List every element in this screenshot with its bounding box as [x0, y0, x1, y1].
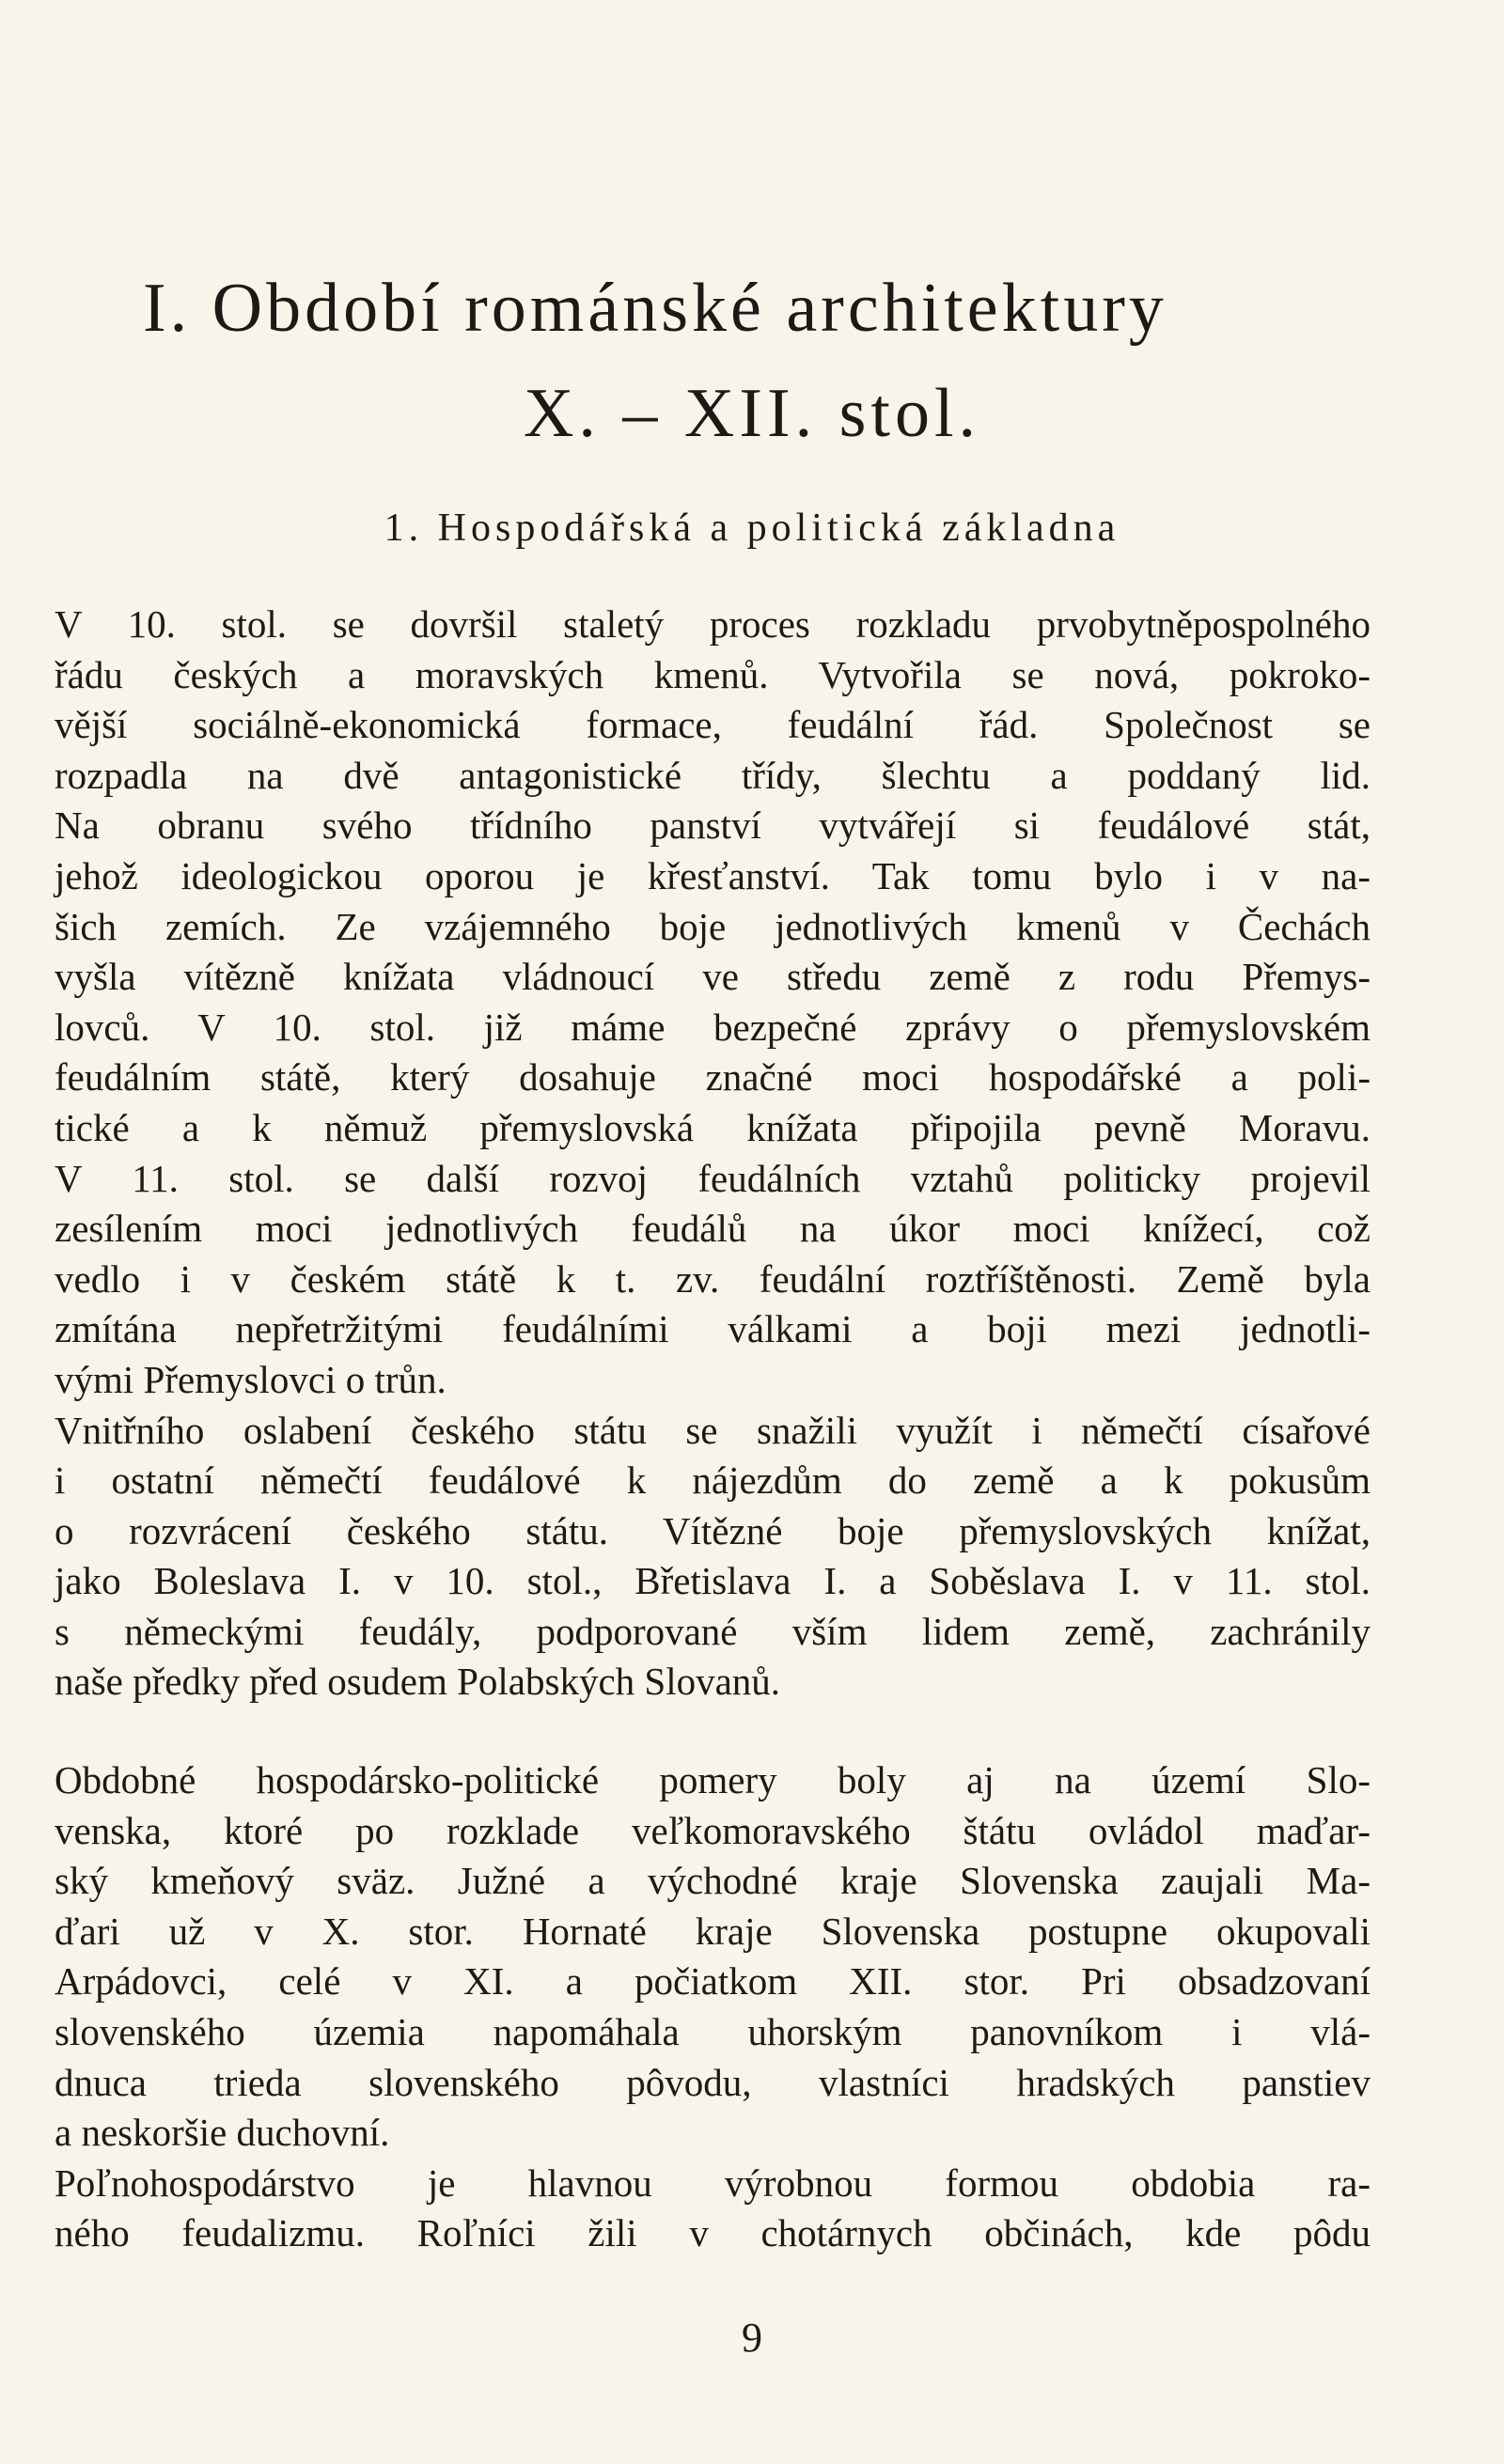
chapter-title: I. Období románské architektury — [143, 270, 1167, 347]
text-line: vedlo i v českém státě k t. zv. feudální roztříštěnosti. Země byla — [55, 1256, 1371, 1301]
text-line: slovenského územia napomáhala uhorským panovníkom i vlá- — [55, 2009, 1371, 2053]
text-line: venska, ktoré po rozklade veľkomoravského štátu ovládol maďar- — [55, 1808, 1371, 1852]
text-line: jehož ideologickou oporou je křesťanství. Tak tomu bylo i v na- — [55, 853, 1371, 897]
text-line: ský kmeňový sväz. Južné a východné kraje Slovenska zaujali Ma- — [55, 1859, 1371, 1903]
text-line: řádu českých a moravských kmenů. Vytvořila se nová, pokroko- — [55, 652, 1371, 696]
slovak-text-block — [55, 1755, 1371, 2259]
text-line: zmítána nepřetržitými feudálními válkami a boji mezi jednotli- — [55, 1307, 1371, 1351]
slovak-paragraph-1 — [55, 1755, 1371, 2159]
text-line: zesílením moci jednotlivých feudálů na úkor moci knížecí, což — [55, 1207, 1371, 1251]
text-line: Vnitřního oslabení českého státu se snažili využít i němečtí císařové — [55, 1408, 1371, 1452]
text-line: vými Přemyslovci o trůn. — [55, 1357, 446, 1401]
text-line: Poľnohospodárstvo je hlavnou výrobnou formou obdobia ra- — [55, 2160, 1371, 2205]
text-line: feudálním státě, který dosahuje značné moci hospodářské a poli- — [55, 1055, 1371, 1099]
text-line: Arpádovci, celé v XI. a počiatkom XII. stor. Pri obsadzovaní — [55, 1959, 1371, 2004]
czech-paragraph-2 — [55, 1406, 1371, 1708]
text-line: s německými feudály, podporované vším lidem země, zachránily — [55, 1609, 1371, 1653]
text-line: dnuca trieda slovenského pôvodu, vlastníci hradských panstiev — [55, 2060, 1371, 2104]
text-line: Obdobné hospodársko-politické pomery boly aj na území Slo- — [55, 1758, 1371, 1801]
text-line: o rozvrácení českého státu. Vítězné boje přemyslovských knížat, — [55, 1508, 1371, 1552]
text-line: šich zemích. Ze vzájemného boje jednotlivých kmenů v Čechách — [55, 904, 1371, 948]
text-line: tické a k němuž přemyslovská knížata připojila pevně Moravu. — [55, 1105, 1371, 1149]
text-line: ďari už v X. stor. Hornaté kraje Slovenska postupne okupovali — [55, 1909, 1371, 1953]
czech-paragraph-1 — [55, 600, 1371, 1406]
page-number: 9 — [742, 2315, 762, 2361]
text-line: Na obranu svého třídního panství vytvářejí si feudálové stát, — [55, 803, 1371, 848]
text-line: a neskoršie duchovní. — [55, 2111, 390, 2155]
chapter-period: X. – XII. stol. — [523, 375, 981, 452]
section-heading: 1. Hospodářská a politická základna — [384, 507, 1120, 550]
text-line: V 10. stol. se dovršil staletý proces rozkladu prvobytněpospolného — [55, 602, 1371, 646]
text-line: lovců. V 10. stol. již máme bezpečné zprávy o přemyslovském — [55, 1005, 1371, 1049]
czech-text-block — [55, 600, 1371, 1708]
text-line: naše předky před osudem Polabských Slovanů. — [55, 1660, 781, 1704]
text-line: vější sociálně-ekonomická formace, feudální řád. Společnost se — [55, 703, 1371, 747]
text-line: ného feudalizmu. Roľníci žili v chotárnych občinách, kde pôdu — [55, 2211, 1371, 2255]
text-line: i ostatní němečtí feudálové k nájezdům do země a k pokusům — [55, 1458, 1371, 1503]
slovak-paragraph-2 — [55, 2159, 1371, 2259]
text-line: V 11. stol. se další rozvoj feudálních vztahů politicky projevil — [55, 1156, 1371, 1200]
text-line: vyšla vítězně knížata vládnoucí ve středu země z rodu Přemys- — [55, 955, 1371, 999]
text-line: jako Boleslava I. v 10. stol., Břetislava I. a Soběslava I. v 11. stol. — [55, 1559, 1371, 1603]
text-line: rozpadla na dvě antagonistické třídy, šlechtu a poddaný lid. — [55, 753, 1371, 797]
